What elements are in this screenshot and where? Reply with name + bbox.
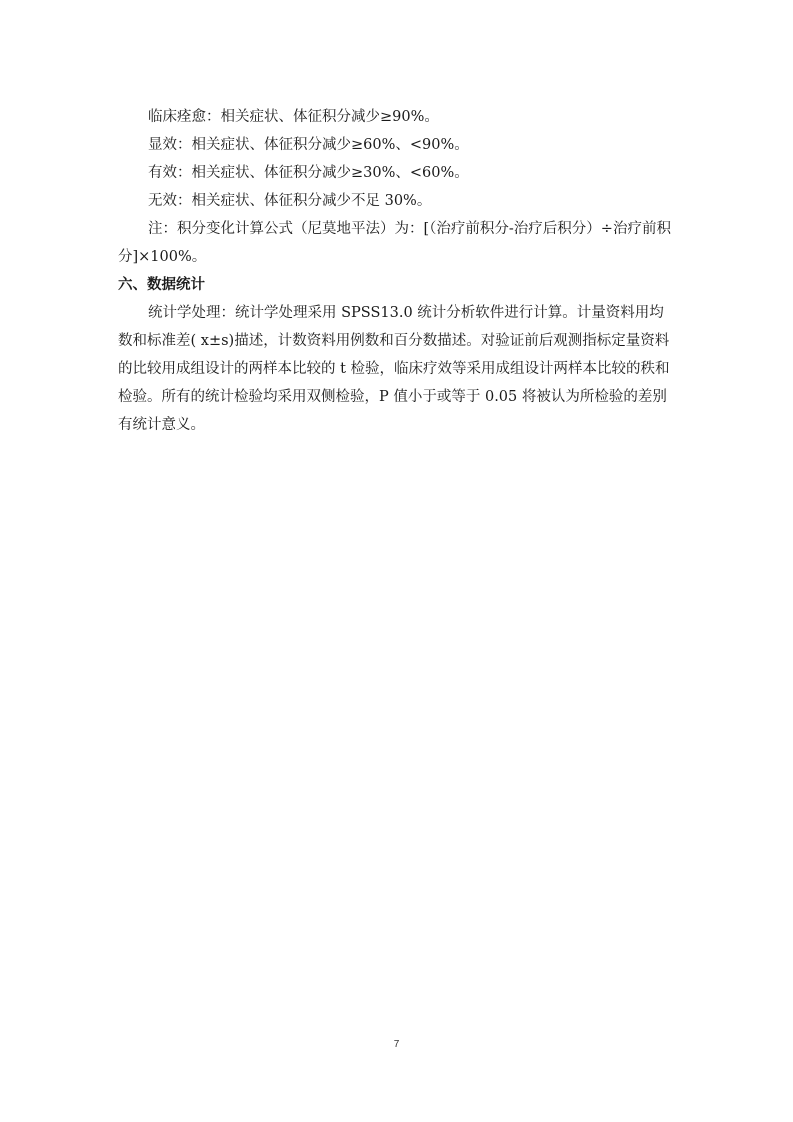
criterion-ineffective: 无效：相关症状、体征积分减少不足 30%。 — [148, 193, 432, 209]
section-heading: 六、数据统计 — [118, 277, 205, 293]
formula-note: 注：积分变化计算公式（尼莫地平法）为：[（治疗前积分-治疗后积分）÷治疗前积分]×100%。 — [118, 221, 671, 265]
criterion-marked-effect: 显效：相关症状、体征积分减少≥60%、<90%。 — [148, 137, 469, 153]
criterion-effective: 有效：相关症状、体征积分减少≥30%、<60%。 — [148, 165, 469, 181]
page-number: 7 — [393, 1039, 400, 1050]
page-content — [118, 103, 678, 439]
statistics-paragraph: 统计学处理：统计学处理采用 SPSS13.0 统计分析软件进行计算。计量资料用均数和标准差( x±s)描述，计数资料用例数和百分数描述。对验证前后观测指标定量资料的比较用成组设计的两样本比较的 t 检验，临床疗效等采用成组设计两样本比较的秩和检验。所有的统计检验均采用双侧检验，P 值小于或等于 0.05 将被认为所检验的差别有统计意义。 — [118, 305, 670, 433]
criterion-clinical-cure: 临床痊愈：相关症状、体征积分减少≥90%。 — [148, 109, 439, 125]
